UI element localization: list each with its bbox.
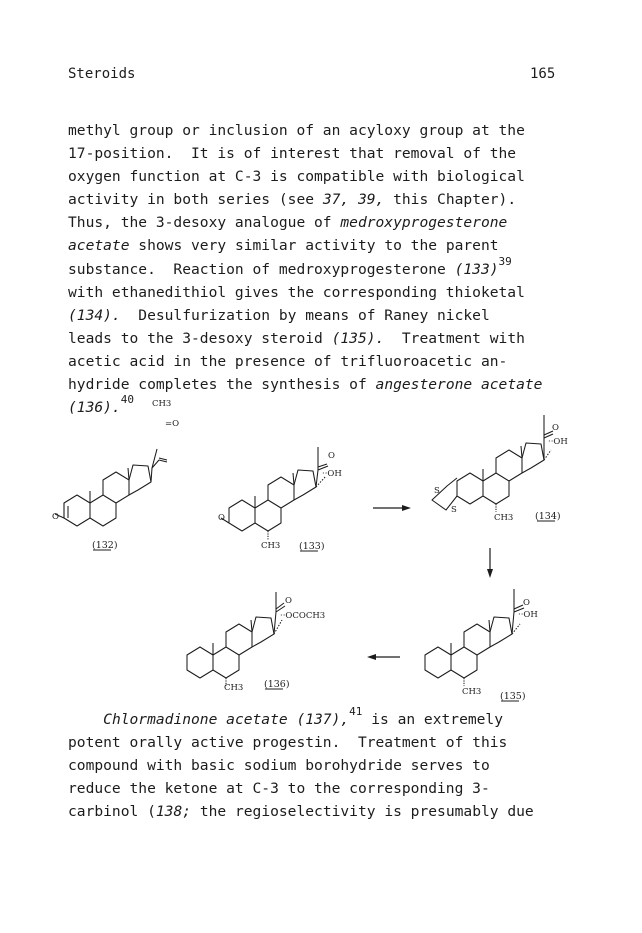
structure-134 bbox=[432, 415, 568, 523]
compound-group-text: CH3 bbox=[462, 687, 482, 697]
line-text: substance. Reaction of medroxyprogesterone bbox=[68, 260, 455, 278]
paragraph bbox=[68, 705, 534, 823]
text-line bbox=[68, 777, 534, 800]
compound-group-text: ··OH bbox=[518, 610, 538, 620]
compound-label: (134) bbox=[535, 511, 561, 522]
line-text: Treatment with bbox=[384, 329, 525, 347]
italic-text: (134). bbox=[68, 306, 121, 324]
line-text: potent orally active progestin. Treatment of this bbox=[68, 734, 508, 752]
compound-group-text: O bbox=[523, 598, 530, 608]
line-text: 17-position. It is of interest that removal of the bbox=[68, 145, 517, 163]
line-text: carbinol ( bbox=[68, 803, 156, 821]
text-line bbox=[68, 705, 534, 731]
running-header: Steroids bbox=[68, 66, 136, 82]
compound-label: (132) bbox=[92, 540, 118, 551]
text-line bbox=[68, 800, 534, 823]
reference-superscript: 41 bbox=[349, 705, 363, 718]
compound-group-text: =O bbox=[165, 419, 180, 429]
compound-group-text: O bbox=[552, 423, 559, 433]
line-text: is an extremely bbox=[362, 711, 504, 728]
reaction-arrow-left bbox=[367, 654, 400, 660]
compound-group-text: O bbox=[52, 512, 59, 522]
compound-group-text: O bbox=[285, 596, 292, 606]
line-text: activity in both series (see bbox=[68, 191, 323, 209]
compound-group-text: CH3 bbox=[261, 541, 281, 551]
text-line bbox=[68, 754, 534, 777]
structure-136 bbox=[187, 592, 325, 693]
compound-group-text: O bbox=[328, 451, 335, 461]
line-text: Desulfurization by means of Raney nickel bbox=[120, 306, 490, 324]
line-text: oxygen function at C-3 is compatible with biological bbox=[68, 168, 525, 186]
reference-superscript: 39 bbox=[498, 254, 512, 268]
line-text: acetic acid in the presence of trifluoroacetic an- bbox=[68, 352, 508, 370]
italic-text: medroxyprogesterone bbox=[340, 214, 508, 232]
line-text: reduce the ketone at C-3 to the corresponding 3- bbox=[68, 780, 490, 798]
italic-text: Chlormadinone acetate (137), bbox=[103, 711, 350, 728]
compound-label: (133) bbox=[299, 541, 325, 552]
compound-group-text: ··OCOCH3 bbox=[280, 611, 326, 621]
line-text: Thus, the 3-desoxy analogue of bbox=[68, 214, 341, 232]
compound-group-text: O bbox=[218, 513, 225, 523]
line-text: hydride completes the synthesis of bbox=[68, 376, 376, 394]
compound-group-text: ··OH bbox=[548, 437, 568, 447]
reaction-arrow-right bbox=[373, 505, 411, 511]
compound-group-text: S bbox=[451, 505, 457, 515]
line-text: this Chapter). bbox=[384, 191, 517, 209]
compound-label: (136) bbox=[264, 679, 290, 690]
italic-text: (136). bbox=[68, 399, 121, 417]
line-text: shows very similar activity to the parent bbox=[129, 237, 499, 255]
compound-group-text: S bbox=[434, 486, 440, 496]
italic-text: angesterone acetate bbox=[375, 376, 543, 394]
line-text: with ethanedithiol gives the corresponding thioketal bbox=[68, 283, 525, 301]
text-line bbox=[68, 731, 534, 754]
page-number: 165 bbox=[530, 66, 556, 82]
reference-superscript: 40 bbox=[120, 393, 134, 407]
reaction-arrow-down bbox=[487, 548, 493, 578]
compound-group-text: CH3 bbox=[152, 399, 172, 409]
line-text: the regioselectivity is presumably due bbox=[191, 803, 534, 821]
italic-text: (133) bbox=[454, 260, 499, 278]
italic-text: acetate bbox=[68, 237, 130, 255]
compound-group-text: CH3 bbox=[224, 683, 244, 693]
compound-group-text: ··OH bbox=[322, 469, 342, 479]
compound-label: (135) bbox=[500, 691, 526, 702]
line-text: compound with basic sodium borohydride serves to bbox=[68, 757, 490, 775]
structure-135 bbox=[425, 589, 538, 702]
italic-text: (135). bbox=[331, 329, 385, 347]
italic-text: 37, 39, bbox=[322, 191, 385, 209]
line-text bbox=[68, 711, 103, 728]
italic-text: 138; bbox=[155, 803, 192, 821]
line-text: methyl group or inclusion of an acyloxy group at the bbox=[68, 122, 525, 139]
compound-group-text: CH3 bbox=[494, 513, 514, 523]
line-text: leads to the 3-desoxy steroid bbox=[68, 329, 332, 347]
structure-133 bbox=[218, 447, 342, 552]
structure-132 bbox=[52, 399, 179, 551]
